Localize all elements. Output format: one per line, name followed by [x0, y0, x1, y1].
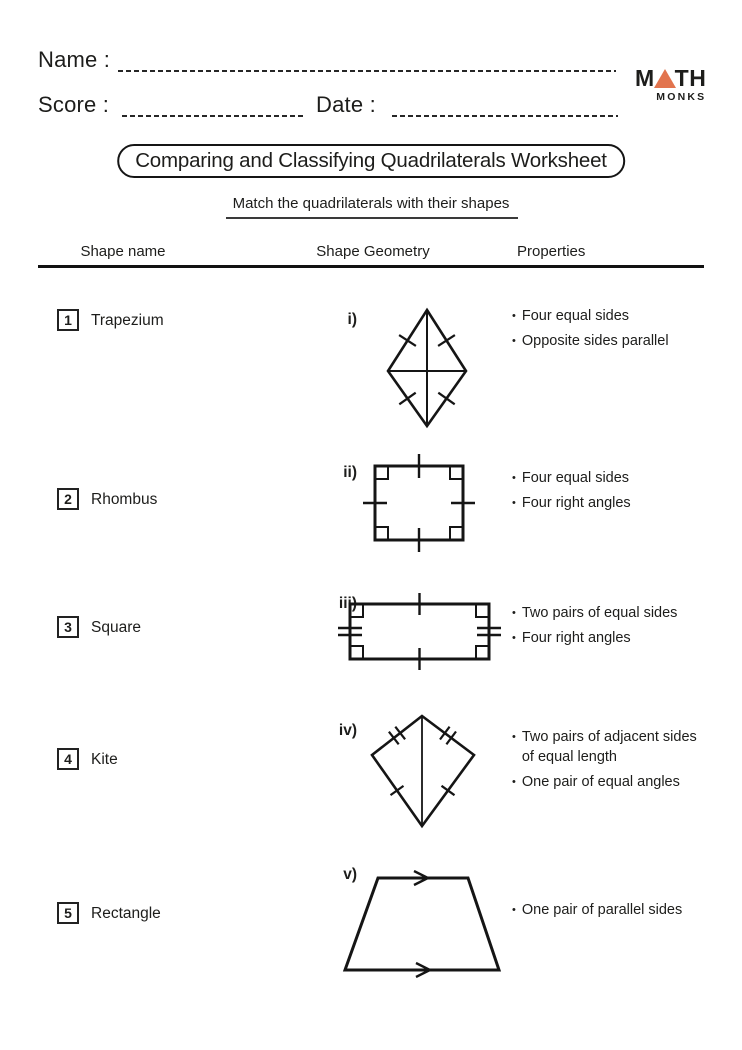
- bullet-icon: •: [512, 776, 516, 788]
- properties-list: [512, 306, 712, 356]
- name-label: Name :: [38, 47, 111, 72]
- property-text: Four equal sides: [521, 308, 630, 324]
- score-label: Score :: [38, 92, 110, 117]
- bullet-icon: •: [512, 632, 516, 644]
- bullet-icon: •: [512, 497, 516, 509]
- worksheet-title: Comparing and Classifying Quadrilaterals Worksheet: [117, 144, 625, 178]
- shape-name-label: Rhombus: [91, 491, 158, 508]
- shape-name-label: Trapezium: [91, 312, 164, 329]
- property-item: [512, 772, 712, 792]
- row-number: 5: [64, 905, 72, 921]
- geometry-numeral: iii): [338, 595, 357, 612]
- logo-letters-th: TH: [674, 65, 707, 92]
- property-text: Two pairs of equal sides: [521, 605, 678, 621]
- row-number: 4: [64, 751, 72, 767]
- geometry-numeral: ii): [343, 464, 357, 481]
- property-item: [512, 628, 712, 648]
- logo-wordmark: [635, 65, 707, 92]
- logo-subtext: MONKS: [656, 91, 707, 103]
- bullet-icon: •: [512, 335, 516, 347]
- property-item: [512, 468, 712, 488]
- row-number-box: [57, 748, 79, 770]
- properties-list: [512, 468, 712, 518]
- shape-name-label: Kite: [91, 751, 118, 768]
- column-header-shape-geometry: Shape Geometry: [316, 243, 430, 260]
- bullet-icon: •: [512, 731, 516, 743]
- geometry-numeral: i): [347, 311, 357, 328]
- header-rule: [38, 265, 704, 268]
- property-item: [512, 603, 712, 623]
- property-text: One pair of equal angles: [521, 774, 680, 790]
- score-fill-line[interactable]: [122, 114, 306, 117]
- properties-list: [512, 900, 712, 925]
- geometry-numeral: v): [343, 866, 357, 883]
- logo-letter-m: M: [635, 65, 655, 92]
- row-number: 1: [64, 312, 72, 328]
- rectangle-drawing: [334, 592, 502, 676]
- trapezium-drawing: [340, 870, 505, 978]
- geometry-numeral: iv): [338, 722, 357, 739]
- property-text: Four right angles: [521, 630, 631, 646]
- property-item: [512, 900, 712, 920]
- logo-triangle-icon: [654, 69, 676, 88]
- column-header-shape-name: Shape name: [80, 243, 166, 260]
- shape-name-label: Square: [91, 619, 141, 636]
- name-fill-line[interactable]: [118, 69, 616, 72]
- row-number-box: [57, 902, 79, 924]
- bullet-icon: •: [512, 904, 516, 916]
- column-header-properties: Properties: [517, 243, 586, 260]
- properties-list: [512, 727, 712, 797]
- property-item: [512, 331, 712, 351]
- row-number-box: [57, 488, 79, 510]
- property-item: [512, 727, 712, 767]
- date-label: Date :: [316, 92, 376, 117]
- subtitle-underline: [226, 217, 518, 219]
- instruction-subtitle: Match the quadrilaterals with their shapes: [232, 195, 510, 212]
- property-item: [512, 306, 712, 326]
- property-text: Two pairs of adjacent sides of equal length: [521, 729, 697, 765]
- square-drawing: [358, 452, 480, 556]
- bullet-icon: •: [512, 310, 516, 322]
- property-text: Four equal sides: [521, 470, 630, 486]
- row-number: 2: [64, 491, 72, 507]
- kite-drawing: [368, 712, 480, 830]
- shape-name-label: Rectangle: [91, 905, 161, 922]
- math-monks-logo: [635, 65, 707, 103]
- bullet-icon: •: [512, 607, 516, 619]
- property-text: Opposite sides parallel: [521, 333, 669, 349]
- property-text: Four right angles: [521, 495, 631, 511]
- bullet-icon: •: [512, 472, 516, 484]
- row-number: 3: [64, 619, 72, 635]
- property-item: [512, 493, 712, 513]
- row-number-box: [57, 616, 79, 638]
- row-number-box: [57, 309, 79, 331]
- property-text: One pair of parallel sides: [521, 902, 683, 918]
- rhombus-drawing: [382, 303, 472, 433]
- properties-list: [512, 603, 712, 653]
- date-fill-line[interactable]: [392, 114, 618, 117]
